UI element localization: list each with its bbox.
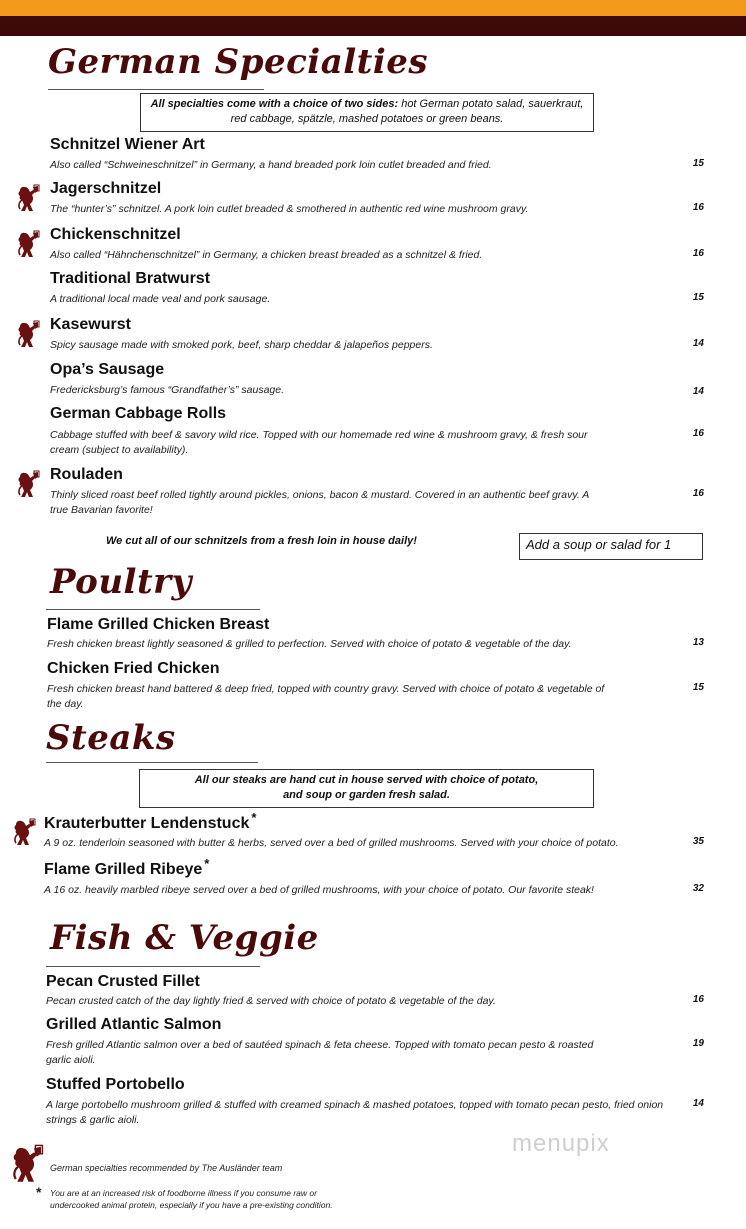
menu-item-desc: The “hunter’s” schnitzel. A pork loin cutlet breaded & smothered in authentic red wine mushroom gravy. (50, 203, 529, 215)
raw-warning-star: * (251, 810, 257, 825)
raw-food-warning: You are at an increased risk of foodborne illness if you consume raw or undercooked animal protein, especially if you have a pre-existing condition. (50, 1188, 333, 1210)
menu-item-price: 16 (692, 994, 704, 1005)
german-specialties-title: German Specialties (48, 42, 429, 82)
fish-title-rule (46, 966, 260, 967)
menu-item-desc: Fredericksburg’s famous “Grandfather’s” sausage. (50, 384, 285, 396)
poultry-title: Poultry (50, 562, 192, 602)
menu-item-desc: Thinly sliced roast beef rolled tightly around pickles, onions, bacon & mustard. Covered in an authentic beef gravy. A true Bavarian favorite! (50, 489, 589, 516)
menu-item-desc: Cabbage stuffed with beef & savory wild rice. Topped with our homemade red wine & mushroom gravy, & fresh sour cream (subject to availability). (50, 429, 588, 456)
menu-item-price: 15 (692, 158, 704, 169)
menu-item-price: 16 (692, 488, 704, 499)
recommended-legend: German specialties recommended by The Ausländer team (50, 1163, 283, 1173)
menu-item-name: Stuffed Portobello (46, 1076, 185, 1093)
steaks-note (139, 769, 594, 808)
poultry-title-rule (46, 609, 260, 610)
lion-crest-icon (16, 230, 40, 260)
raw-warning-star: * (204, 856, 210, 871)
lion-crest-icon (10, 1144, 44, 1186)
menu-item-name: Flame Grilled Chicken Breast (47, 616, 270, 633)
menu-item-price: 14 (692, 338, 704, 349)
top-orange-bar (0, 0, 746, 16)
menu-item-name: Opa’s Sausage (50, 361, 165, 378)
menu-item-desc: Spicy sausage made with smoked pork, beef, sharp cheddar & jalapeños peppers. (50, 339, 433, 351)
menu-item-name: Chickenschnitzel (50, 226, 181, 243)
menu-item-name: Pecan Crusted Fillet (46, 973, 200, 990)
menu-item-desc: Fresh chicken breast hand battered & deep fried, topped with country gravy. Served with choice of potato & vegetable of the day. (47, 683, 605, 710)
menu-item-desc: A large portobello mushroom grilled & stuffed with creamed spinach & mashed potatoes, topped with tomato pecan pesto, fried onion strings & garlic aioli. (46, 1099, 664, 1126)
menu-item-name: Chicken Fried Chicken (47, 660, 220, 677)
menu-item-desc: Fresh grilled Atlantic salmon over a bed of sautéed spinach & feta cheese. Topped with tomato pecan pesto & roasted garlic aioli. (46, 1039, 594, 1066)
menu-item-desc: A 9 oz. tenderloin seasoned with butter & herbs, served over a bed of grilled mushrooms. Served with your choice of potato. (44, 837, 619, 849)
schnitzel-callout: We cut all of our schnitzels from a fresh loin in house daily! (106, 535, 417, 547)
lion-crest-icon (16, 320, 40, 350)
menu-item-price: 15 (692, 292, 704, 303)
menu-item-name (44, 810, 257, 833)
menu-item-price: 14 (692, 1098, 704, 1109)
menu-item-price: 16 (692, 428, 704, 439)
menupix-watermark: menupix (512, 1130, 610, 1157)
steaks-title-rule (46, 762, 258, 763)
menu-item-name: Traditional Bratwurst (50, 270, 211, 287)
lion-crest-icon (16, 184, 40, 214)
menu-item-name: German Cabbage Rolls (50, 405, 227, 422)
menu-item-price: 19 (692, 1038, 704, 1049)
menu-item-name-text: Flame Grilled Ribeye (44, 861, 203, 878)
menu-item-name: Grilled Atlantic Salmon (46, 1016, 222, 1033)
menu-item-price: 14 (692, 386, 704, 397)
menu-item-price: 16 (692, 248, 704, 259)
german-sides-note-rest: hot German potato salad, sauerkraut, red cabbage, spätzle, mashed potatoes or green beans. (230, 98, 584, 125)
menu-item-name: Jagerschnitzel (50, 180, 162, 197)
lion-crest-icon (16, 470, 40, 500)
menu-item-desc: A traditional local made veal and pork sausage. (50, 293, 271, 305)
menu-item-name-text: Krauterbutter Lendenstuck (44, 815, 250, 832)
fish-veggie-title: Fish & Veggie (50, 918, 319, 958)
menu-item-name (44, 856, 210, 879)
menu-item-price: 13 (692, 637, 704, 648)
menu-item-price: 32 (692, 883, 704, 894)
menu-item-price: 15 (692, 682, 704, 693)
menu-item-name: Schnitzel Wiener Art (50, 136, 205, 153)
lion-crest-icon (12, 818, 36, 848)
menu-item-price: 16 (692, 202, 704, 213)
footer-star: * (36, 1184, 42, 1200)
menu-item-desc: Also called “Schweineschnitzel” in Germany, a hand breaded pork loin cutlet breaded and fried. (50, 159, 492, 171)
menu-item-desc: A 16 oz. heavily marbled ribeye served over a bed of grilled mushrooms, with your choice of potato. Our favorite steak! (44, 884, 594, 896)
soup-salad-addon: Add a soup or salad for 1 (519, 533, 703, 560)
menu-item-name: Rouladen (50, 466, 123, 483)
german-sides-note (140, 93, 594, 132)
german-title-rule (48, 89, 264, 90)
menu-item-desc: Pecan crusted catch of the day lightly fried & served with choice of potato & vegetable of the day. (46, 995, 496, 1007)
top-brown-bar (0, 16, 746, 36)
menu-item-desc: Fresh chicken breast lightly seasoned & grilled to perfection. Served with choice of potato & vegetable of the day. (47, 638, 572, 650)
steaks-title: Steaks (46, 718, 176, 758)
menu-item-price: 35 (692, 836, 704, 847)
steaks-note-line2: and soup or garden fresh salad. (283, 789, 450, 801)
steaks-note-line1: All our steaks are hand cut in house served with choice of potato, (194, 774, 539, 786)
menu-item-name: Kasewurst (50, 316, 131, 333)
german-sides-note-bold: All specialties come with a choice of two sides: (150, 98, 399, 110)
menu-item-desc: Also called “Hähnchenschnitzel” in Germany, a chicken breast breaded as a schnitzel & fried. (50, 249, 483, 261)
